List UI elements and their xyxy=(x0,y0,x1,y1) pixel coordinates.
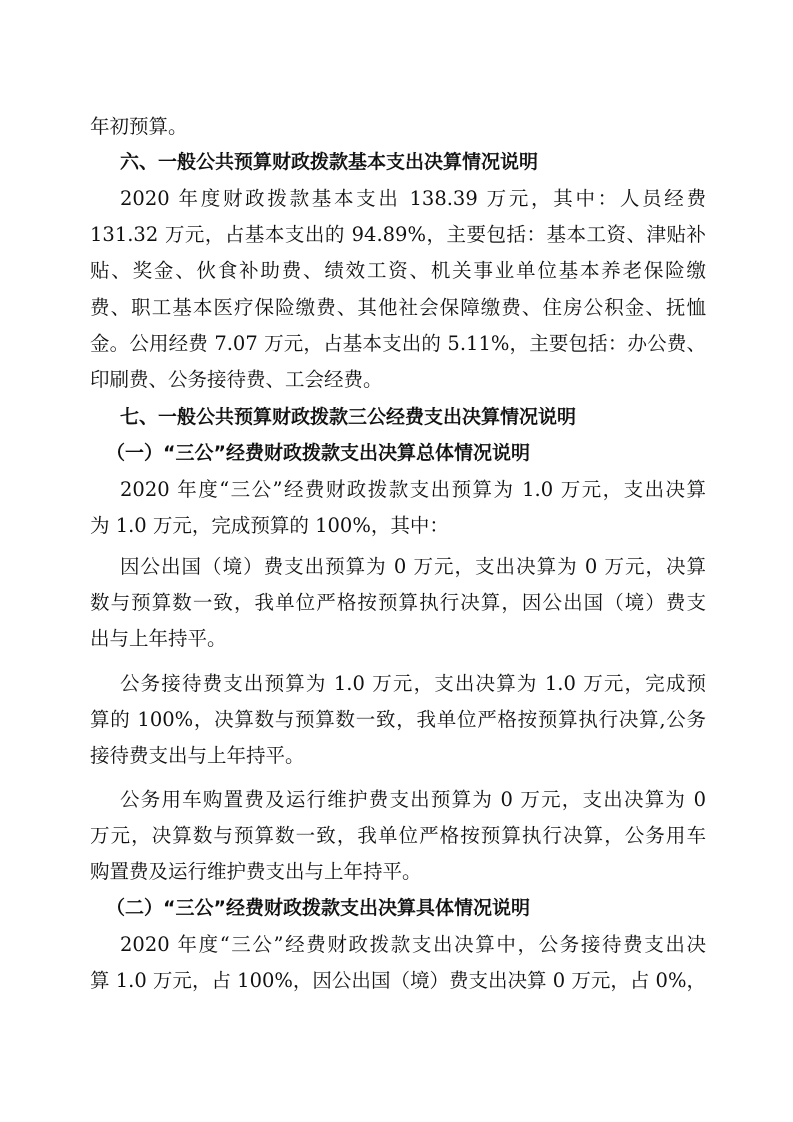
paragraph-line: 2020 年度“三公”经费财政拨款支出决算中，公务接待费支出决 xyxy=(120,933,706,956)
paragraph-line: 费、职工基本医疗保险缴费、其他社会保障缴费、住房公积金、抚恤 xyxy=(90,296,706,319)
paragraph-line: 算的 100%，决算数与预算数一致，我单位严格按预算执行决算,公务 xyxy=(90,708,706,731)
paragraph-line: 公务接待费支出预算为 1.0 万元，支出决算为 1.0 万元，完成预 xyxy=(120,672,706,695)
paragraph-line: 2020 年度财政拨款基本支出 138.39 万元，其中：人员经费 xyxy=(120,187,706,210)
paragraph-line: 为 1.0 万元，完成预算的 100%，其中： xyxy=(90,514,449,537)
paragraph-line: 出与上年持平。 xyxy=(90,627,227,650)
subsection-heading-2: （二）“三公”经费财政拨款支出决算具体情况说明 xyxy=(106,897,530,919)
paragraph-line: 年初预算。 xyxy=(90,115,188,138)
subsection-heading-1: （一）“三公”经费财政拨款支出决算总体情况说明 xyxy=(106,442,530,464)
paragraph-line: 接待费支出与上年持平。 xyxy=(90,744,305,767)
paragraph-line: 金。公用经费 7.07 万元，占基本支出的 5.11%，主要包括：办公费、 xyxy=(90,332,706,355)
paragraph-line: 数与预算数一致，我单位严格按预算执行决算，因公出国（境）费支 xyxy=(90,591,706,614)
paragraph-line: 算 1.0 万元，占 100%，因公出国（境）费支出决算 0 万元，占 0%， xyxy=(90,969,706,992)
paragraph-line: 2020 年度“三公”经费财政拨款支出预算为 1.0 万元，支出决算 xyxy=(120,478,706,501)
section-heading-6: 六、一般公共预算财政拨款基本支出决算情况说明 xyxy=(120,151,539,173)
paragraph-line: 贴、奖金、伙食补助费、绩效工资、机关事业单位基本养老保险缴 xyxy=(90,259,706,282)
paragraph-line: 因公出国（境）费支出预算为 0 万元，支出决算为 0 万元，决算 xyxy=(120,555,706,578)
section-heading-7: 七、一般公共预算财政拨款三公经费支出决算情况说明 xyxy=(120,406,577,428)
paragraph-line: 131.32 万元，占基本支出的 94.89%，主要包括：基本工资、津贴补 xyxy=(90,223,706,246)
paragraph-line: 购置费及运行维护费支出与上年持平。 xyxy=(90,860,422,883)
paragraph-line: 印刷费、公务接待费、工会经费。 xyxy=(90,368,383,391)
paragraph-line: 公务用车购置费及运行维护费支出预算为 0 万元，支出决算为 0 xyxy=(120,788,706,811)
paragraph-line: 万元，决算数与预算数一致，我单位严格按预算执行决算，公务用车 xyxy=(90,824,706,847)
